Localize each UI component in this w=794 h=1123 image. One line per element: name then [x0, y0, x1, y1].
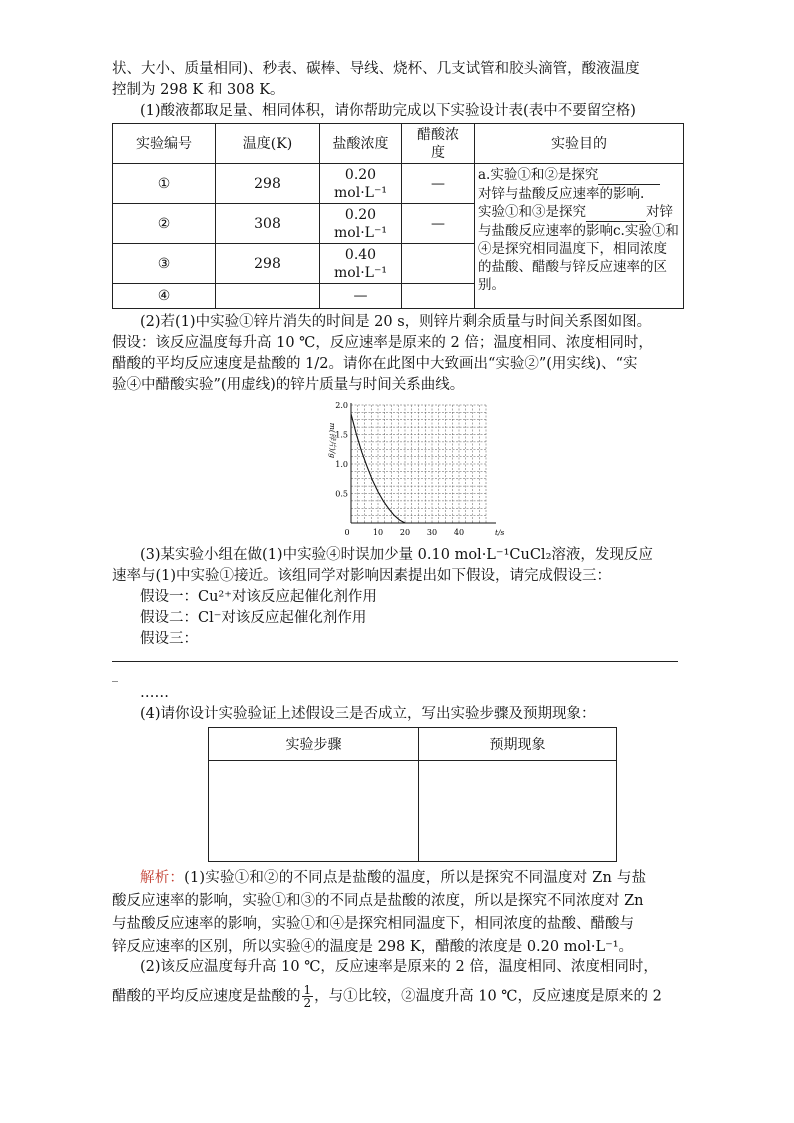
header-exp-id: 实验编号	[113, 124, 216, 164]
q3-line-1: (3)某实验小组在做(1)中实验④时误加少量 0.10 mol·L⁻¹CuCl₂溶液，发现反应	[140, 547, 653, 563]
exp-id-cell: ③	[113, 244, 216, 284]
q2-line-1: (2)若(1)中实验①锌片消失的时间是 20 s，则锌片剩余质量与时间关系图如图。	[140, 314, 652, 330]
hypothesis-3-label: 假设三：	[140, 631, 198, 647]
temperature-cell: 308	[216, 204, 320, 244]
answer-line-tail: _	[112, 668, 118, 682]
hac-conc-cell[interactable]	[402, 244, 475, 284]
hcl-conc-cell: 0.20 mol·L⁻¹	[320, 164, 402, 204]
hac-conc-cell: —	[402, 164, 475, 204]
hypothesis-1: 假设一：Cu²⁺对该反应起催化剂作用	[140, 589, 377, 605]
x-tick-label: 40	[453, 528, 465, 537]
solution-p1-line-2: 酸反应速率的影响，实验①和③的不同点是盐酸的浓度，所以是探究不同浓度对 Zn	[112, 893, 644, 909]
phenomena-cell[interactable]	[419, 761, 617, 862]
hcl-conc-cell: 0.40 mol·L⁻¹	[320, 244, 402, 284]
ellipsis: ……	[140, 685, 169, 701]
exp-id-cell: ②	[113, 204, 216, 244]
q3-line-2: 速率与(1)中实验①接近。该组同学对影响因素提出如下假设，请完成假设三：	[112, 568, 612, 584]
header-steps: 实验步骤	[209, 728, 419, 761]
x-tick-label: 30	[426, 528, 438, 537]
solution-p2-line-2: 醋酸的平均反应速度是盐酸的 $\frac{1}{2}$ ，与①比较，②温度升高 10 ℃，反应速度是原来的 2	[112, 983, 662, 1010]
header-temperature: 温度(K)	[216, 124, 320, 164]
blank-b[interactable]	[586, 203, 646, 222]
blank-a[interactable]	[598, 166, 660, 185]
header-phenomena: 预期现象	[419, 728, 617, 761]
header-hcl-conc: 盐酸浓度	[320, 124, 402, 164]
experiment-design-table	[112, 123, 684, 309]
q2-line-3: 醋酸的平均反应速度是盐酸的 1/2。请你在此图中大致画出“实验②”(用实线)、“实	[112, 356, 638, 372]
exp-id-cell: ①	[113, 164, 216, 204]
y-tick-label: 0.5	[335, 489, 348, 499]
x-tick-label: 10	[372, 528, 384, 537]
hac-conc-cell: —	[402, 204, 475, 244]
y-axis-label: m(锌片)/g	[328, 422, 337, 459]
table-row	[113, 164, 684, 204]
purpose-cell: a.实验①和②是探究 对锌与盐酸反应速率的影响. 实验①和③是探究 对锌与盐酸反应速率的影响c.实验①和④是探究相同温度下，相同浓度的盐酸、醋酸与锌反应速率的区别。	[475, 164, 684, 309]
intro-line-1: 状、大小、质量相同)、秒表、碳棒、导线、烧杯、几支试管和胶头滴管，酸液温度	[112, 61, 640, 77]
fraction-one-half: $\frac{1}{2}$	[303, 983, 312, 1010]
q2-line-4: 验④中醋酸实验”(用虚线)的锌片质量与时间关系曲线。	[112, 377, 465, 393]
zinc-mass-time-chart	[318, 395, 508, 540]
solution-p2-line-1: (2)该反应温度每升高 10 ℃，反应速率是原来的 2 倍，温度相同、浓度相同时，	[140, 959, 658, 975]
hypothesis-2: 假设二：Cl⁻对该反应起催化剂作用	[140, 610, 367, 626]
q4-line-1: (4)请你设计实验验证上述假设三是否成立，写出实验步骤及预期现象：	[140, 706, 596, 722]
temperature-cell[interactable]: 298	[216, 244, 320, 284]
q2-line-2: 假设：该反应温度每升高 10 ℃，反应速率是原来的 2 倍；温度相同、浓度相同时，	[112, 335, 653, 351]
temperature-cell[interactable]	[216, 284, 320, 309]
y-tick-label: 1.5	[335, 430, 348, 440]
y-tick-label: 2.0	[335, 401, 348, 410]
question-1: (1)酸液都取足量、相同体积，请你帮助完成以下实验设计表(表中不要留空格)	[140, 103, 636, 119]
solution-p1-line-1: 解析：(1)实验①和②的不同点是盐酸的温度，所以是探究不同温度对 Zn 与盐	[140, 870, 647, 886]
y-tick-label: 1.0	[335, 460, 348, 469]
x-tick-label: 20	[399, 528, 411, 537]
header-hac-conc: 醋酸浓度	[402, 124, 475, 164]
x-axis-label: t/s	[495, 528, 505, 537]
hac-conc-cell[interactable]	[402, 284, 475, 309]
intro-line-2: 控制为 298 K 和 308 K。	[112, 82, 285, 98]
hcl-conc-cell: —	[320, 284, 402, 309]
hcl-conc-cell: 0.20 mol·L⁻¹	[320, 204, 402, 244]
solution-p1-line-3: 与盐酸反应速率的影响，实验①和④是探究相同温度下，相同浓度的盐酸、醋酸与	[112, 916, 634, 932]
temperature-cell: 298	[216, 164, 320, 204]
steps-cell[interactable]	[209, 761, 419, 862]
exp-id-cell: ④	[113, 284, 216, 309]
answer-line[interactable]	[112, 661, 678, 662]
solution-p1-line-4: 锌反应速率的区别，所以实验④的温度是 298 K，醋酸的浓度是 0.20 mol·L⁻¹。	[112, 939, 634, 955]
header-purpose: 实验目的	[475, 124, 684, 164]
solution-label: 解析：	[140, 870, 185, 886]
x-tick-label: 0	[344, 528, 350, 537]
verification-table	[208, 727, 617, 862]
